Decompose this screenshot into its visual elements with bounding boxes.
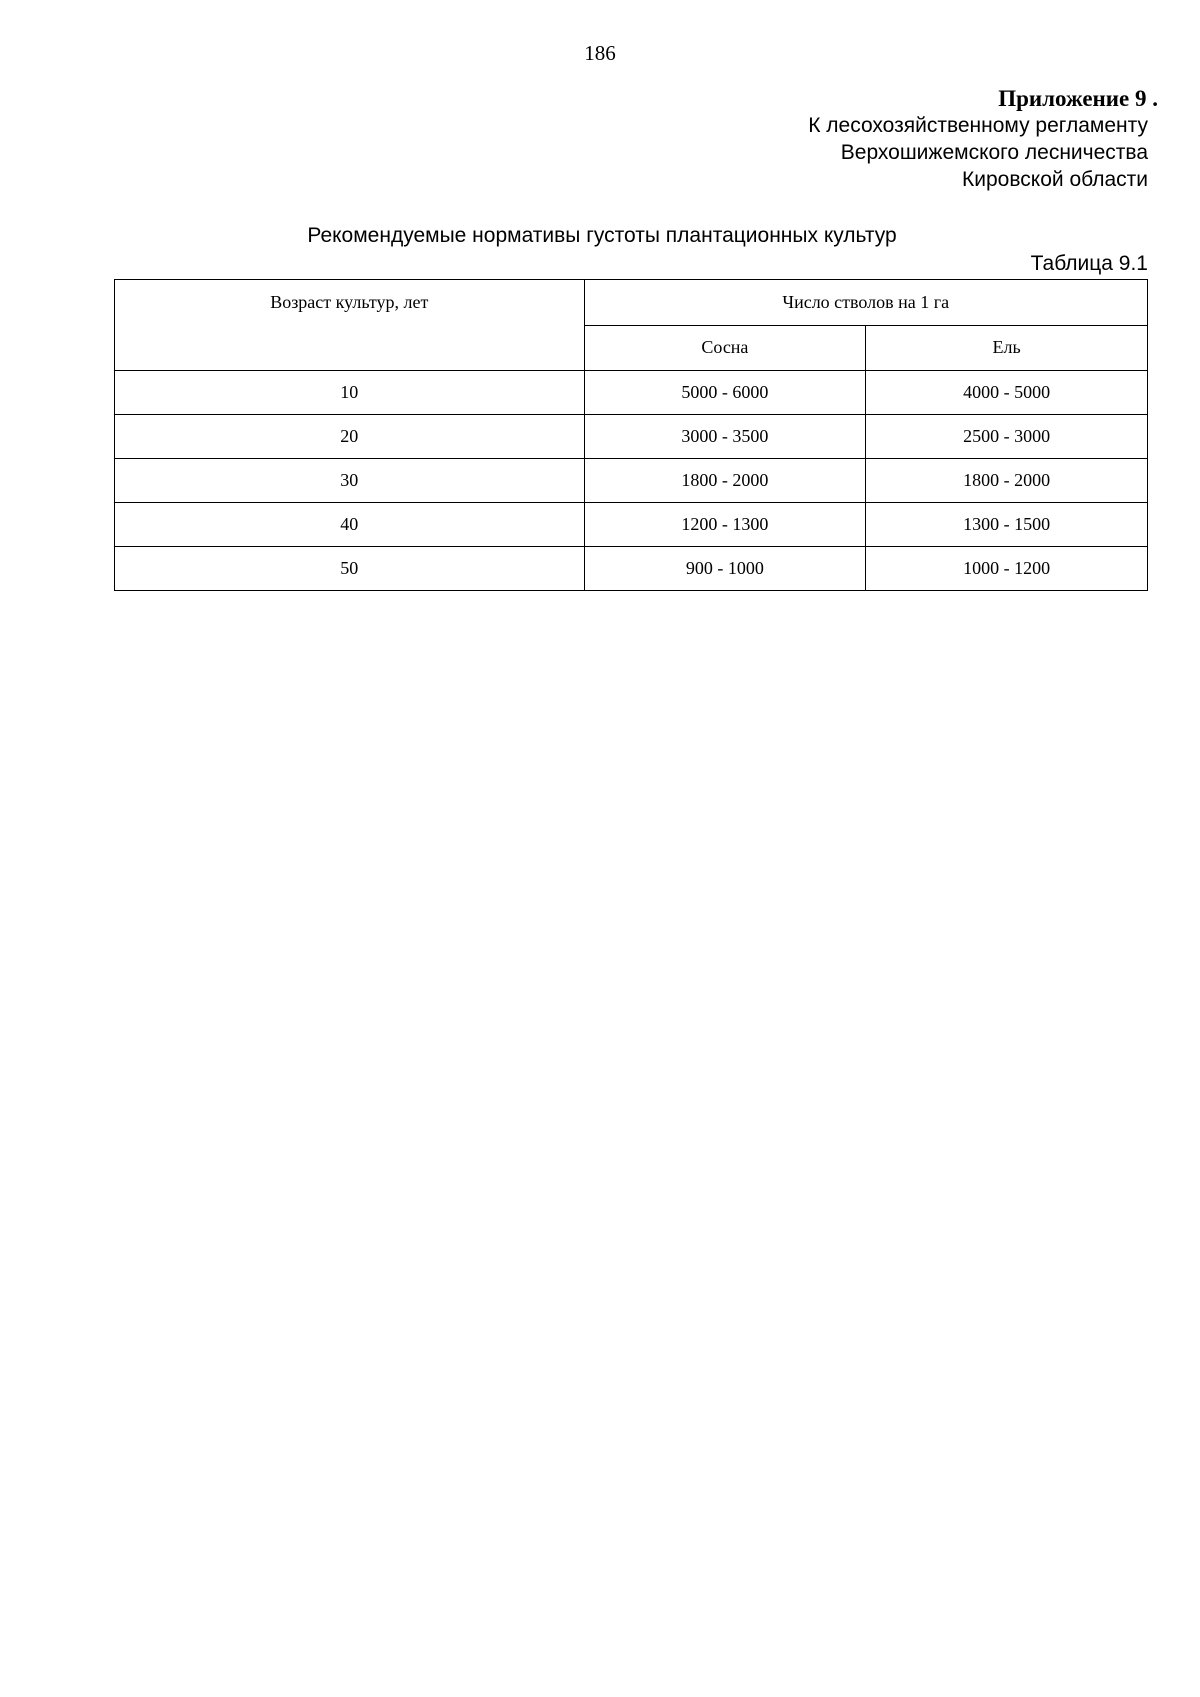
cell-spruce: 2500 - 3000 — [866, 415, 1148, 459]
cell-age: 10 — [115, 371, 585, 415]
page-number: 186 — [584, 41, 616, 65]
table-title: Рекомендуемые нормативы густоты плантационных культур — [307, 224, 897, 247]
cell-spruce: 4000 - 5000 — [866, 371, 1148, 415]
cell-pine: 3000 - 3500 — [584, 415, 866, 459]
cell-age: 30 — [115, 459, 585, 503]
table-row — [115, 503, 1148, 547]
cell-age: 40 — [115, 503, 585, 547]
table-row — [115, 459, 1148, 503]
cell-pine: 1200 - 1300 — [584, 503, 866, 547]
cell-spruce: 1800 - 2000 — [866, 459, 1148, 503]
table-row — [115, 415, 1148, 459]
header-spruce: Ель — [866, 325, 1148, 371]
cell-pine: 5000 - 6000 — [584, 371, 866, 415]
cell-pine: 900 - 1000 — [584, 547, 866, 591]
header-age: Возраст культур, лет — [115, 280, 585, 371]
table-label: Таблица 9.1 — [1030, 252, 1148, 275]
annex-line-regulation: К лесохозяйственному регламенту — [808, 114, 1148, 137]
cell-age: 50 — [115, 547, 585, 591]
cell-spruce: 1300 - 1500 — [866, 503, 1148, 547]
annex-header — [448, 85, 1158, 193]
table-row — [115, 371, 1148, 415]
header-pine: Сосна — [584, 325, 866, 371]
cell-age: 20 — [115, 415, 585, 459]
cell-pine: 1800 - 2000 — [584, 459, 866, 503]
annex-title: Приложение 9 . — [998, 86, 1158, 111]
cell-spruce: 1000 - 1200 — [866, 547, 1148, 591]
density-norms-table — [114, 279, 1148, 591]
table-row — [115, 547, 1148, 591]
header-stems-per-ha: Число стволов на 1 га — [584, 280, 1147, 326]
annex-line-region: Кировской области — [962, 168, 1148, 191]
annex-line-forestry: Верхошижемского лесничества — [840, 141, 1148, 164]
